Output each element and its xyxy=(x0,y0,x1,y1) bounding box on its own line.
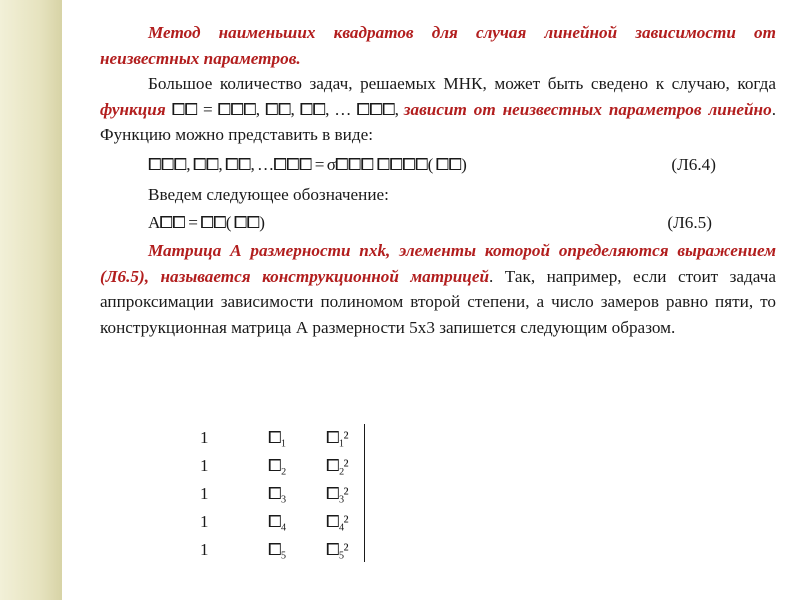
matrix-cell: ⧠₄² xyxy=(326,512,348,531)
p1-start: Большое количество задач, решаемых МНК, может быть сведено к случаю, когда xyxy=(148,74,776,94)
heading-text: Метод наименьших квадратов для случая линейной зависимости от неизвестных параметров. xyxy=(100,23,776,68)
slide-content xyxy=(100,20,776,340)
matrix-cell: ⧠₂² xyxy=(326,456,348,475)
intro-line xyxy=(100,182,776,208)
matrix-cell: 1 xyxy=(200,456,209,475)
p2-red-term: конструкционной матрицей xyxy=(262,266,490,286)
p2-red-text: Матрица А размерности nxk, элементы которой определяются выражением (Л6.5), называется xyxy=(100,240,776,286)
equation-l64 xyxy=(100,148,776,182)
matrix-cell: ⧠₃ xyxy=(268,484,286,503)
paragraph-2 xyxy=(100,238,776,340)
matrix-cell: 1 xyxy=(200,512,209,531)
matrix-cell: ⧠₁ xyxy=(268,428,286,447)
matrix-cell: 1 xyxy=(200,428,209,447)
p1-red-linear: зависит от неизвестных параметров линейно xyxy=(403,99,772,119)
matrix-cell: ⧠₅ xyxy=(268,540,286,559)
equation-l64-number: (Л6.4) xyxy=(671,154,716,174)
matrix-cell: ⧠₅² xyxy=(326,540,348,559)
p2-rest: . Так, например, если стоит задача аппроксимации зависимости полиномом второй степени, а число замеров равно пяти, то конструкционная матрица А размерности 5x3 запишется следующим образом. xyxy=(100,266,776,337)
construction-matrix xyxy=(190,424,390,564)
equation-l65-formula: A⧠⧠ = ⧠⧠( ⧠⧠) xyxy=(148,212,264,232)
matrix-cell: ⧠₄ xyxy=(268,512,286,531)
intro-text: Введем следующее обозначение: xyxy=(148,184,389,204)
p1-end: . Функцию можно представить в виде: xyxy=(100,99,776,145)
matrix-cell: ⧠₂ xyxy=(268,456,286,475)
paragraph-1 xyxy=(100,71,776,148)
decorative-left-band xyxy=(0,0,62,600)
p1-red-function: функция xyxy=(100,99,166,119)
equation-l65-number: (Л6.5) xyxy=(667,212,712,232)
p1-formula: ⧠⧠ = ⧠⧠⧠, ⧠⧠, ⧠⧠, … ⧠⧠⧠, xyxy=(165,99,404,119)
matrix-cell: ⧠₃² xyxy=(326,484,348,503)
slide-heading xyxy=(100,20,776,71)
matrix-cell: 1 xyxy=(200,540,209,559)
matrix-cell: ⧠₁² xyxy=(326,428,348,447)
equation-l64-formula: ⧠⧠⧠, ⧠⧠, ⧠⧠, …⧠⧠⧠ = σ⧠⧠⧠ ⧠⧠⧠⧠( ⧠⧠) xyxy=(148,154,466,174)
matrix-cell: 1 xyxy=(200,484,209,503)
equation-l65 xyxy=(100,208,776,238)
matrix-right-bracket xyxy=(364,424,365,562)
